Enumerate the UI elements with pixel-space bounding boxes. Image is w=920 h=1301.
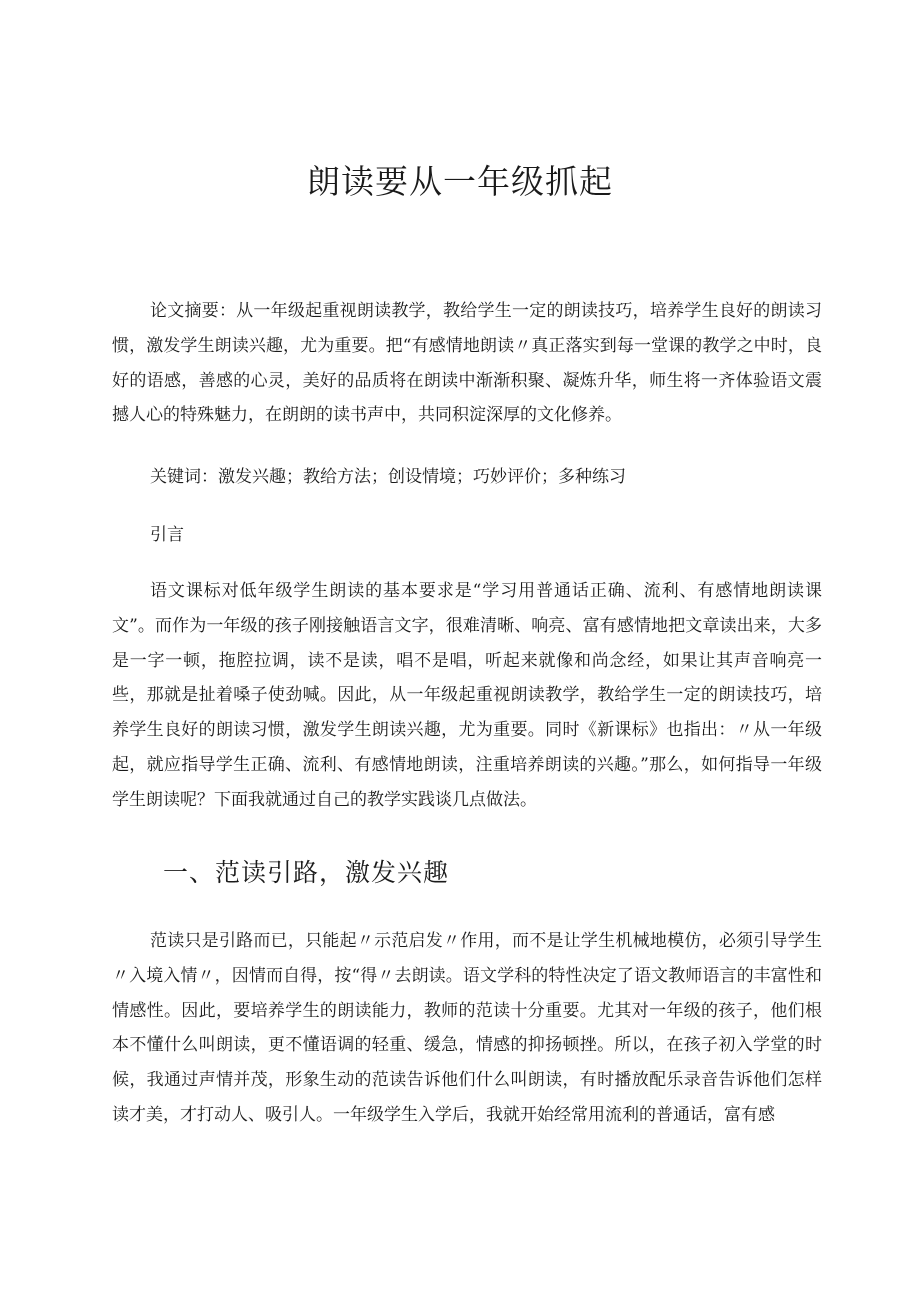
intro-heading: 引言 [150,525,184,545]
section-paragraph: 范读只是引路而已，只能起〃示范启发〃作用，而不是让学生机械地模仿，必须引导学生〃入境入情〃，因情而自得，按“得〃去朗读。语文学科的特性决定了语文教师语言的丰富性和情感性。因此，要培养学生的朗读能力，教师的范读十分重要。尤其对一年级的孩子，他们根本不懂什么叫朗读，更不懂语调的轻重、缓急，情感的抑扬顿挫。所以，在孩子初入学堂的时候，我通过声情并茂，形象生动的范读告诉他们什么叫朗读，有时播放配乐录音告诉他们怎样读才美，才打动人、吸引人。一年级学生入学后，我就开始经常用流利的普通话，富有感 [112,931,822,1125]
document-title: 朗读要从一年级抓起 [307,162,613,201]
keywords-paragraph: 关键词：激发兴趣；教给方法；创设情境；巧妙评价；多种练习 [150,467,626,487]
abstract-paragraph: 论文摘要：从一年级起重视朗读教学，教给学生一定的朗读技巧，培养学生良好的朗读习惯，激发学生朗读兴趣，尤为重要。把“有感情地朗读〃真正落实到每一堂课的教学之中时，良好的语感，善感的心灵，美好的品质将在朗读中渐渐积聚、凝炼升华，师生将一齐体验语文震撼人心的特殊魅力，在朗朗的读书声中，共同积淀深厚的文化修养。 [112,301,822,426]
intro-paragraph: 语文课标对低年级学生朗读的基本要求是“学习用普通话正确、流利、有感情地朗读课文”。而作为一年级的孩子刚接触语言文字，很难清晰、响亮、富有感情地把文章读出来，大多是一字一顿，拖腔拉调，读不是读，唱不是唱，听起来就像和尚念经，如果让其声音响亮一些，那就是扯着嗓子使劲喊。因此，从一年级起重视朗读教学，教给学生一定的朗读技巧，培养学生良好的朗读习惯，激发学生朗读兴趣，尤为重要。同时《新课标》也指出：〃从一年级起，就应指导学生正确、流利、有感情地朗读，注重培养朗读的兴趣。”那么，如何指导一年级学生朗读呢？下面我就通过自己的教学实践谈几点做法。 [112,581,822,810]
section-heading: 一、范读引路，激发兴趣 [163,858,450,887]
